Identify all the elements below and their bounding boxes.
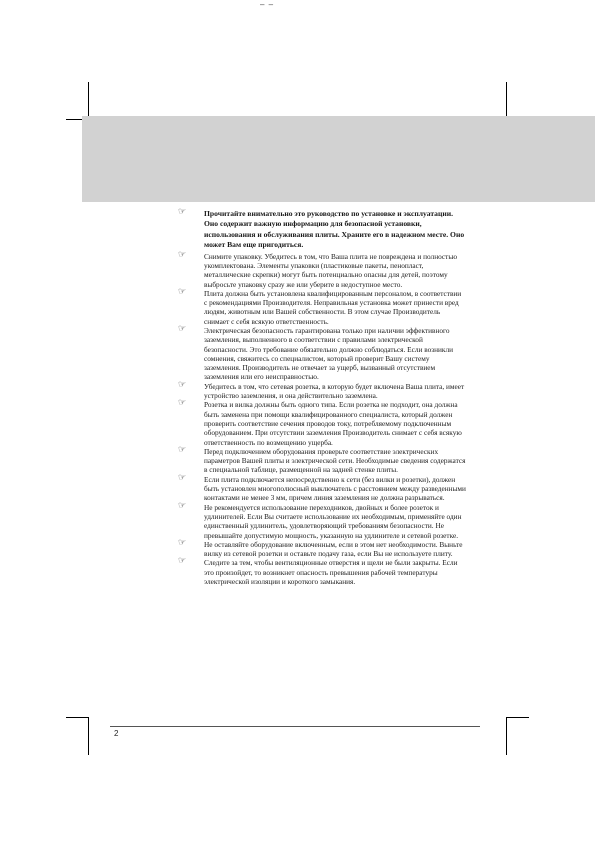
pointing-hand-icon: ☞ bbox=[178, 324, 187, 334]
pointing-hand-icon: ☞ bbox=[178, 398, 187, 409]
list-item bbox=[178, 472, 466, 503]
safety-instructions bbox=[178, 209, 466, 586]
list-item-text: Следите за тем, чтобы вентиляционные отверстия и щели не были закрыты. Если это произойдет, то возникнет опасность превышения рабочей температуры электрической изоляции и короткого замыкания. bbox=[204, 558, 458, 587]
crop-mark-bottom-left-horizontal bbox=[66, 717, 88, 718]
page-number: 2 bbox=[114, 729, 119, 738]
list-item-text: Убедитесь в том, что сетевая розетка, в которую будет включена Ваша плита, имеет устройство заземления, и она действительно заземлена. bbox=[204, 381, 465, 401]
list-item-text: Прочитайте внимательно это руководство по установке и эксплуатации. Оно содержит важную информацию для безопасной установки, использования и обслуживания плиты. Храните его в надежном месте. Оно может Вам еще пригодиться. bbox=[204, 209, 465, 250]
list-item bbox=[178, 444, 466, 475]
pointing-hand-icon: ☞ bbox=[178, 207, 187, 217]
pointing-hand-icon: ☞ bbox=[178, 379, 187, 390]
list-item bbox=[178, 537, 466, 559]
pointing-hand-icon: ☞ bbox=[178, 249, 187, 260]
list-item bbox=[178, 379, 466, 401]
list-item-text: Снимите упаковку. Убедитесь в том, что Ваша плита не повреждена и полностью укомплектована. Элементы упаковки (пластиковые пакеты, пенопласт, металлические скрепки) могут быть потенциально опасны для детей, поэтому выбросьте упаковку сразу же или уберите в недоступное место. bbox=[204, 251, 458, 289]
pointing-hand-icon: ☞ bbox=[178, 500, 187, 511]
pointing-hand-icon: ☞ bbox=[178, 444, 187, 455]
pointing-hand-icon: ☞ bbox=[178, 537, 187, 548]
list-item-text: Плита должна быть установлена квалифицированным персоналом, в соответствии с рекомендациями Производителя. Неправильная установка может принести вред людям, животным или Вашей собственности. В этом случае Производитель снимает с себя всякую ответственность. bbox=[204, 288, 462, 326]
pointing-hand-icon: ☞ bbox=[178, 472, 187, 483]
pointing-hand-icon: ☞ bbox=[178, 286, 187, 297]
list-item-text: Не рекомендуется использование переходников, двойных и более розеток и удлинителей. Если Вы считаете использование их необходимым, применяйте один единственный удлинитель, удовлетворяющий требованиям безопасности. Не превышайте допустимую мощность, указанную на удлинителе и сетевой розетке. bbox=[204, 502, 462, 540]
crop-mark-top-right-vertical bbox=[506, 82, 507, 120]
footer-rule bbox=[110, 726, 480, 727]
list-item-text: Если плита подключается непосредственно к сети (без вилки и розетки), должен быть установлен многополюсный выключатель с расстоянием между разведенными контактами не менее 3 мм, причем линия заземления не должна разрываться. bbox=[204, 474, 466, 503]
crop-mark-bottom-right-vertical bbox=[506, 717, 507, 755]
list-item bbox=[178, 400, 466, 446]
list-item-text: Электрическая безопасность гарантирована только при наличии эффективного заземления, выполненного в соответствии с правилами электрической безопасности. Это требование обязательно должно соблюдаться. Если возникли сомнения, свяжитесь со специалистом, который проверит Вашу систему заземления. Производитель не отвечает за ущерб, вызванный отсутствием заземления или его неисправностью. bbox=[204, 326, 454, 382]
list-item-text: Не оставляйте оборудование включенным, если в этом нет необходимости. Выньте вилку из сетевой розетки и оставьте подачу газа, если Вы не используете плиту. bbox=[204, 539, 463, 559]
list-item bbox=[178, 500, 466, 540]
crop-mark-top-left-vertical bbox=[88, 82, 89, 120]
crop-mark-bottom-left-vertical bbox=[88, 717, 89, 755]
pointing-hand-icon: ☞ bbox=[178, 556, 187, 567]
list-item bbox=[178, 558, 466, 586]
list-item bbox=[178, 286, 466, 326]
crop-mark-bottom-right-horizontal bbox=[507, 717, 529, 718]
list-item bbox=[178, 326, 466, 382]
header-band bbox=[82, 116, 595, 202]
list-item bbox=[178, 249, 466, 289]
list-item-text: Перед подключением оборудования проверьте соответствие электрических параметров Вашей плиты и электрической сети. Необходимые сведения содержатся в специальной таблице, размещенной на задней стенке плиты. bbox=[204, 446, 466, 475]
list-item-text: Розетка и вилка должны быть одного типа. Если розетка не подходит, она должна быть заменена при помощи квалифицированного специалиста, который должен проверить соответствие сечения проводов току, потребляемому подключенным оборудованием. При отсутствии заземления Производитель снимает с себя всякую ответственность по возмещению ущерба. bbox=[204, 400, 462, 447]
top-mark: – – bbox=[260, 0, 275, 9]
list-item bbox=[178, 209, 466, 251]
